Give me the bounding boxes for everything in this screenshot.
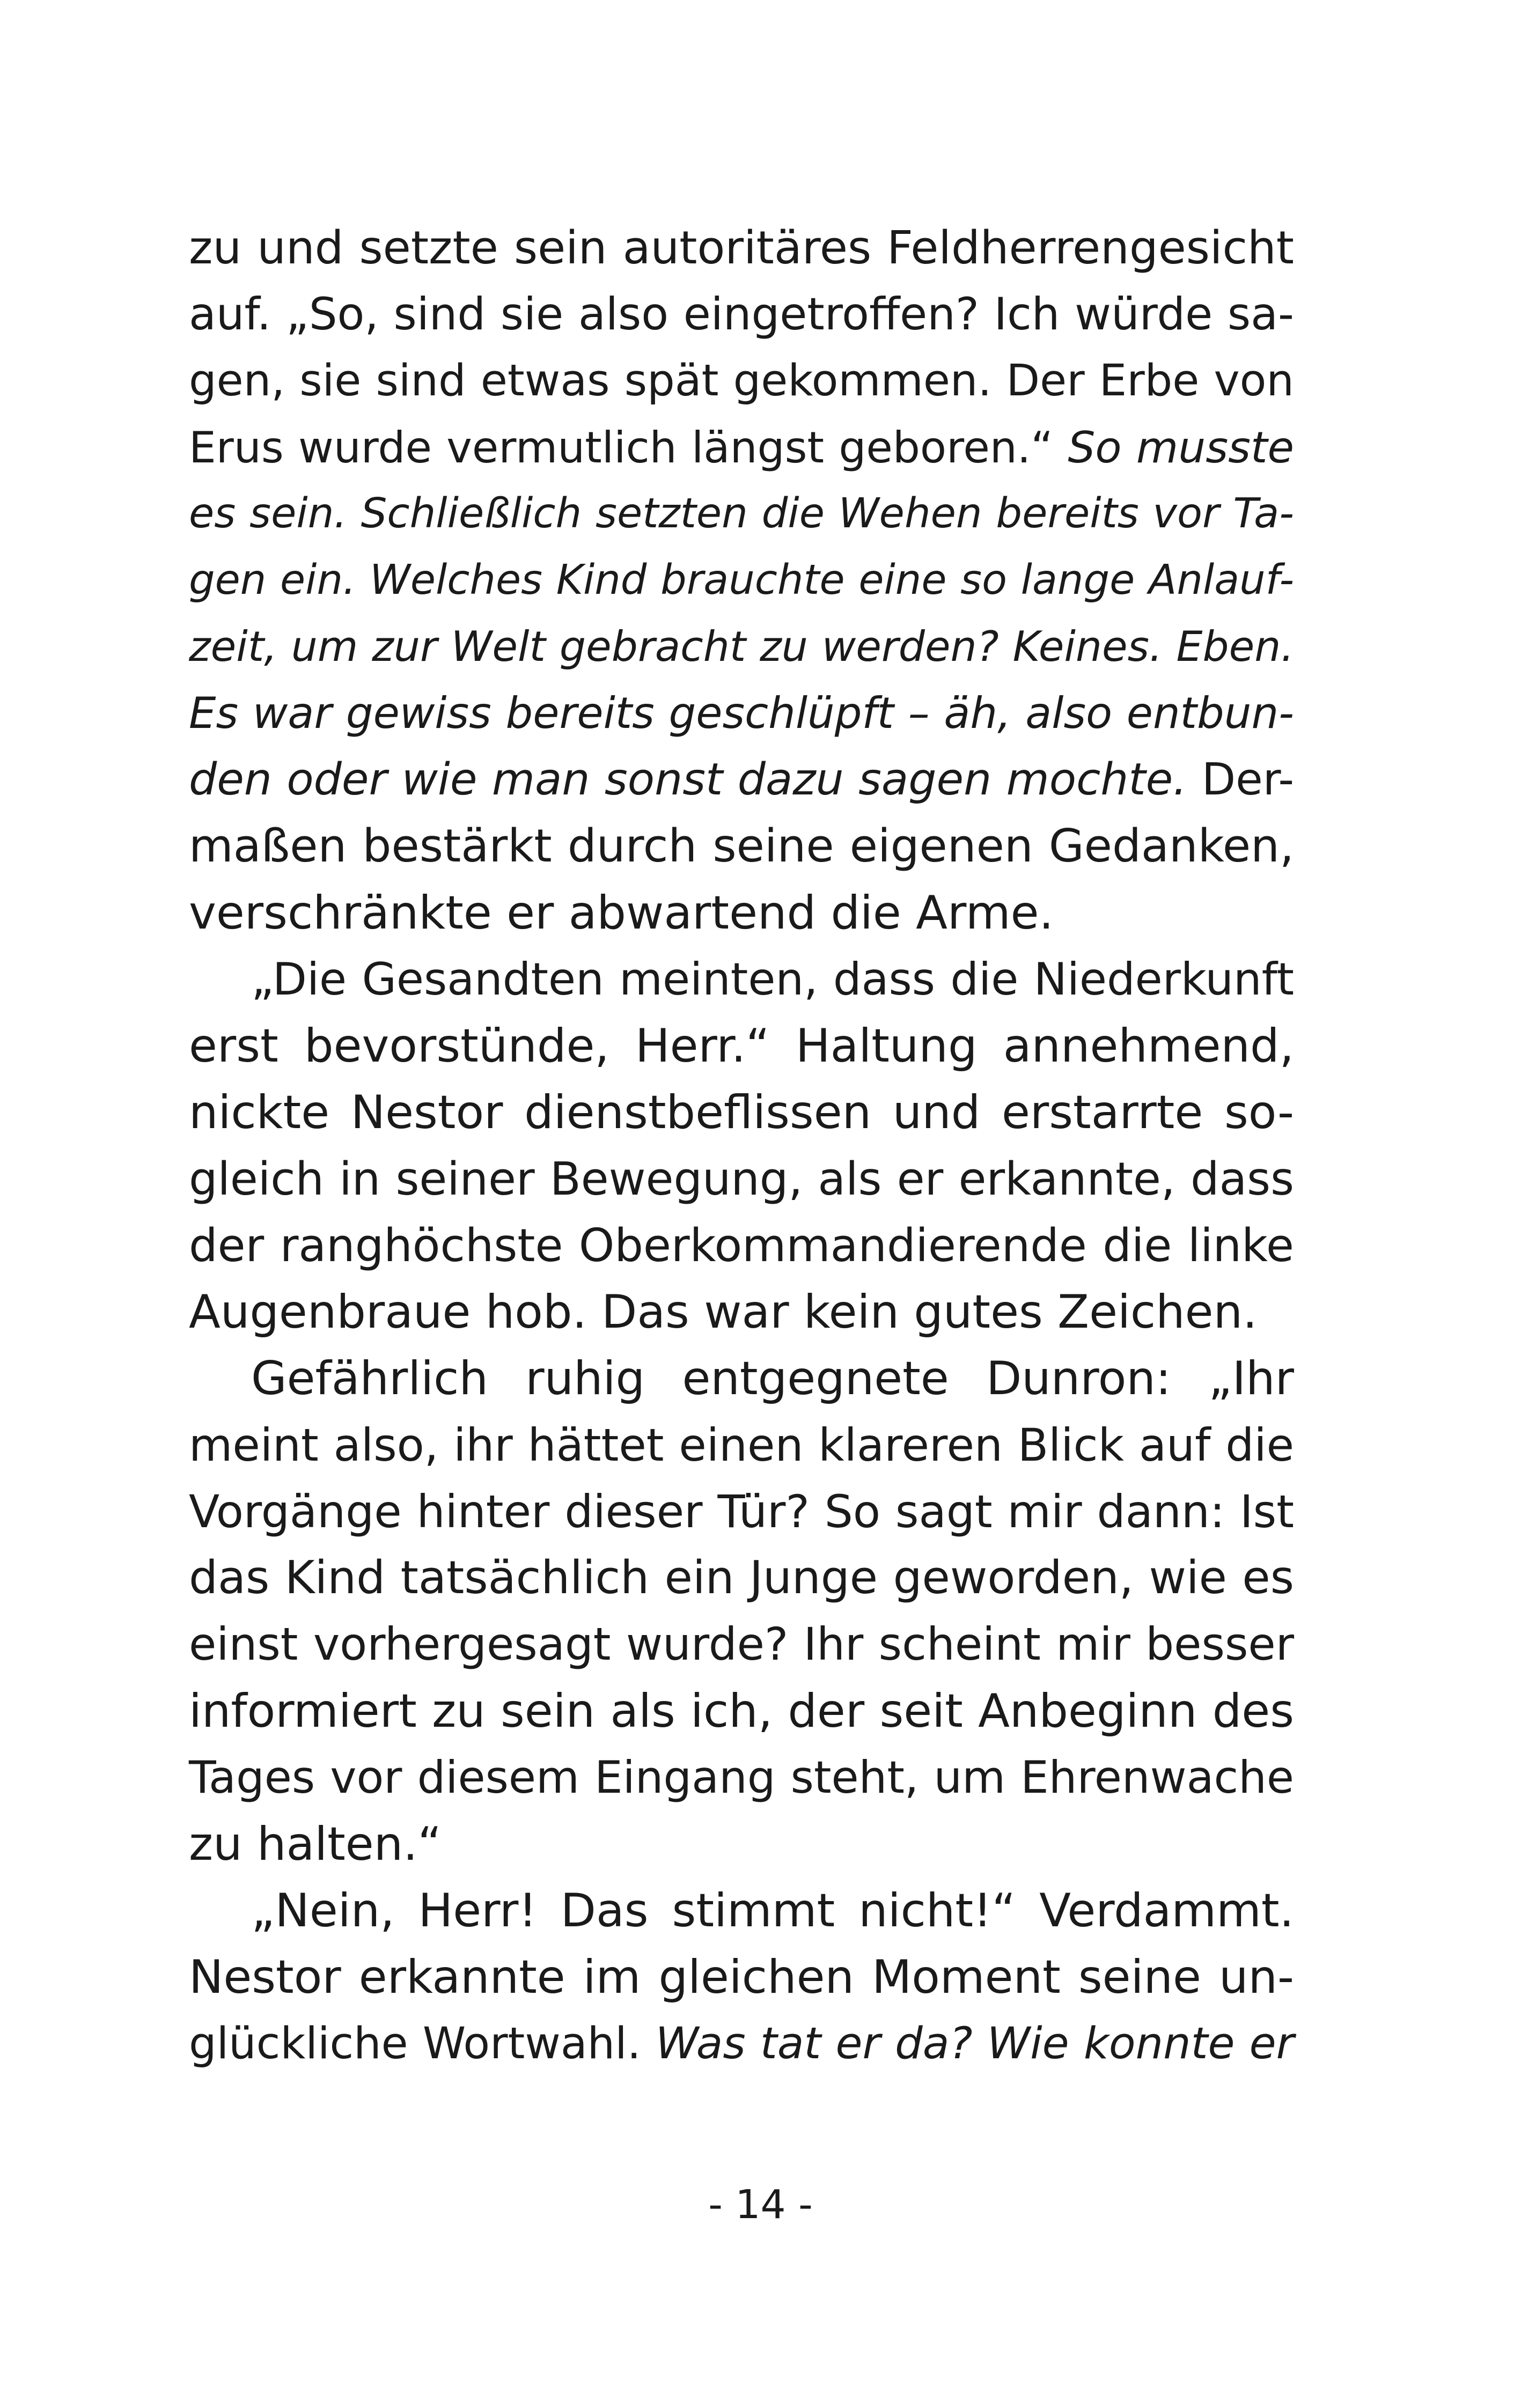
text-segment: einst vorhergesagt wurde? Ihr scheint mir besser xyxy=(189,1618,1294,1670)
italic-text: den oder wie man sonst dazu sagen mochte. xyxy=(189,754,1187,805)
text-segment: Erus wurde vermutlich längst geboren.“ xyxy=(189,422,1068,473)
text-segment: Tages vor diesem Eingang steht, um Ehrenwache xyxy=(189,1751,1294,1803)
text-line xyxy=(189,1744,1294,1811)
text-line xyxy=(189,1478,1294,1545)
text-line xyxy=(189,1146,1294,1212)
text-segment: das Kind tatsächlich ein Junge geworden, wie es xyxy=(189,1551,1294,1604)
text-segment: maßen bestärkt durch seine eigenen Gedanken, xyxy=(189,820,1294,873)
text-line xyxy=(189,348,1294,414)
italic-text: Was tat er da? Wie konnte er xyxy=(655,2019,1294,2069)
text-segment: zu halten.“ xyxy=(189,1817,442,1871)
text-segment: zu und setzte sein autoritäres Feldherrengesicht xyxy=(189,221,1294,274)
text-segment: Augenbraue hob. Das war kein gutes Zeichen. xyxy=(189,1285,1258,1339)
text-line xyxy=(189,813,1294,880)
text-segment: Der- xyxy=(1187,754,1294,805)
text-segment: gleich in seiner Bewegung, als er erkannte, dass xyxy=(189,1153,1294,1205)
italic-text: Es war gewiss bereits geschlüpft – äh, also entbun- xyxy=(189,688,1294,738)
italic-text: zeit, um zur Welt gebracht zu werden? Keines. Eben. xyxy=(189,623,1294,671)
text-line xyxy=(189,747,1294,813)
body-text xyxy=(189,215,1294,2077)
page-number: - 14 - xyxy=(708,2182,813,2228)
text-segment: glückliche Wortwahl. xyxy=(189,2019,656,2069)
text-line xyxy=(189,1079,1294,1146)
text-segment: gen, sie sind etwas spät gekommen. Der Erbe von xyxy=(189,355,1294,406)
text-segment: „Die Gesandten meinten, dass die Niederkunft xyxy=(251,953,1294,1005)
text-line xyxy=(189,414,1294,481)
text-segment: verschränkte er abwartend die Arme. xyxy=(189,886,1054,940)
italic-text: es sein. Schließlich setzten die Wehen bereits vor Ta- xyxy=(189,490,1294,537)
text-segment: meint also, ihr hättet einen klareren Blick auf die xyxy=(189,1419,1294,1471)
text-segment: „Nein, Herr! Das stimmt nicht!“ Verdammt. xyxy=(251,1884,1294,1938)
text-line xyxy=(189,1345,1294,1412)
text-line xyxy=(189,1545,1294,1611)
text-line xyxy=(189,547,1294,614)
text-line xyxy=(189,1412,1294,1478)
text-line xyxy=(189,1611,1294,1678)
text-segment: erst bevorstünde, Herr.“ Haltung annehmend, xyxy=(189,1019,1294,1073)
text-line xyxy=(189,614,1294,680)
text-segment: informiert zu sein als ich, der seit Anbeginn des xyxy=(189,1684,1294,1738)
text-line xyxy=(189,1013,1294,1079)
text-segment: Vorgänge hinter dieser Tür? So sagt mir dann: Ist xyxy=(189,1485,1294,1538)
text-segment: Nestor erkannte im gleichen Moment seine un- xyxy=(189,1950,1294,2004)
italic-text: So musste xyxy=(1068,422,1294,473)
text-line xyxy=(189,1678,1294,1744)
text-segment: nickte Nestor dienstbeflissen und erstarrte so- xyxy=(189,1086,1294,1139)
text-line xyxy=(189,1944,1294,2011)
text-segment: auf. „So, sind sie also eingetroffen? Ich würde sa- xyxy=(189,288,1294,340)
text-line xyxy=(189,1877,1294,1944)
text-line xyxy=(189,2011,1294,2077)
text-segment: der ranghöchste Oberkommandierende die linke xyxy=(189,1219,1294,1272)
text-line xyxy=(189,1279,1294,1345)
text-line xyxy=(189,880,1294,946)
text-line xyxy=(189,946,1294,1013)
text-line xyxy=(189,1811,1294,1877)
italic-text: gen ein. Welches Kind brauchte eine so lange Anlauf- xyxy=(189,556,1294,604)
text-line xyxy=(189,1212,1294,1279)
text-line xyxy=(189,215,1294,281)
text-segment: Gefährlich ruhig entgegnete Dunron: „Ihr xyxy=(251,1352,1294,1405)
text-line xyxy=(189,481,1294,547)
text-line xyxy=(189,281,1294,348)
text-line xyxy=(189,680,1294,747)
